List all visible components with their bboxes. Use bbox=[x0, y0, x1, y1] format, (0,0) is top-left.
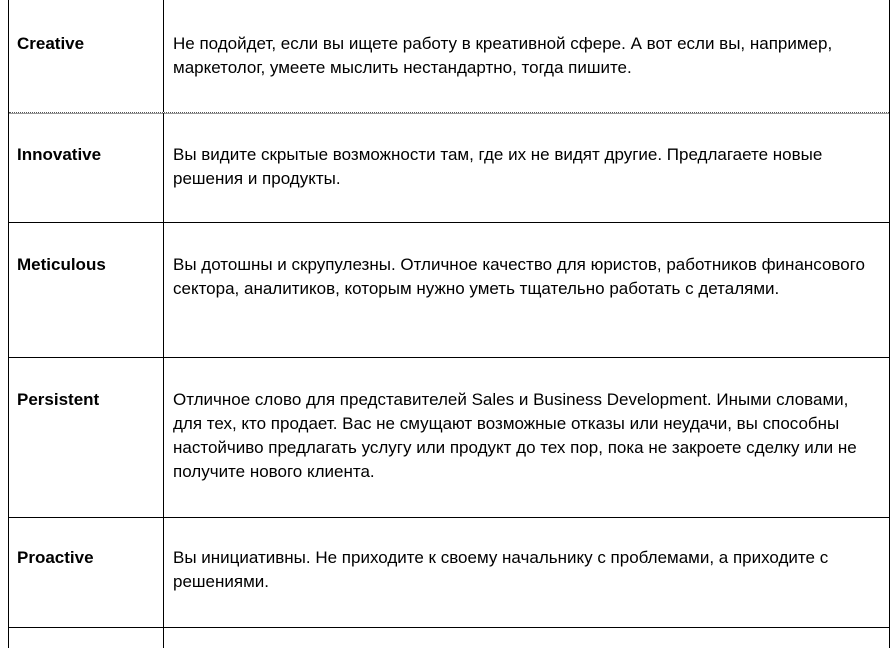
term-cell bbox=[9, 518, 164, 627]
term-cell bbox=[9, 113, 164, 222]
table-row bbox=[9, 628, 889, 648]
term-label: Meticulous bbox=[17, 255, 106, 274]
term-label: Innovative bbox=[17, 145, 102, 164]
term-cell bbox=[9, 0, 164, 112]
term-label: Proactive bbox=[17, 548, 94, 567]
description-cell bbox=[164, 628, 889, 648]
description-cell bbox=[164, 223, 889, 357]
term-description: Не подойдет, если вы ищете работу в креативной сфере. А вот если вы, например, маркетолог, умеете мыслить нестандартно, тогда пишите. bbox=[173, 34, 833, 77]
term-description: Вы дотошны и скрупулезны. Отличное качество для юристов, работников финансового сектора, аналитиков, которым нужно уметь тщательно работать с деталями. bbox=[173, 255, 866, 298]
term-cell bbox=[9, 358, 164, 517]
term-description: Вы инициативны. Не приходите к своему начальнику с проблемами, а приходите с решениями. bbox=[173, 548, 829, 591]
term-label: Persistent bbox=[17, 390, 100, 409]
table-row bbox=[9, 0, 889, 113]
table-row bbox=[9, 518, 889, 628]
term-label: Creative bbox=[17, 34, 85, 53]
term-cell bbox=[9, 223, 164, 357]
description-cell bbox=[164, 113, 889, 222]
description-cell bbox=[164, 0, 889, 112]
table-row bbox=[9, 113, 889, 223]
term-description: Отличное слово для представителей Sales и Business Development. Иными словами, для тех, кто продает. Вас не смущают возможные отказы или неудачи, вы способны настойчиво предлагать услугу или продукт до тех пор, пока не закроете сделку или не получите нового клиента. bbox=[173, 390, 857, 481]
terms-table bbox=[8, 0, 890, 648]
description-cell bbox=[164, 358, 889, 517]
table-row bbox=[9, 223, 889, 358]
term-description: Вы видите скрытые возможности там, где их не видят другие. Предлагаете новые решения и продукты. bbox=[173, 145, 823, 188]
description-cell bbox=[164, 518, 889, 627]
table-row bbox=[9, 358, 889, 518]
term-cell bbox=[9, 628, 164, 648]
